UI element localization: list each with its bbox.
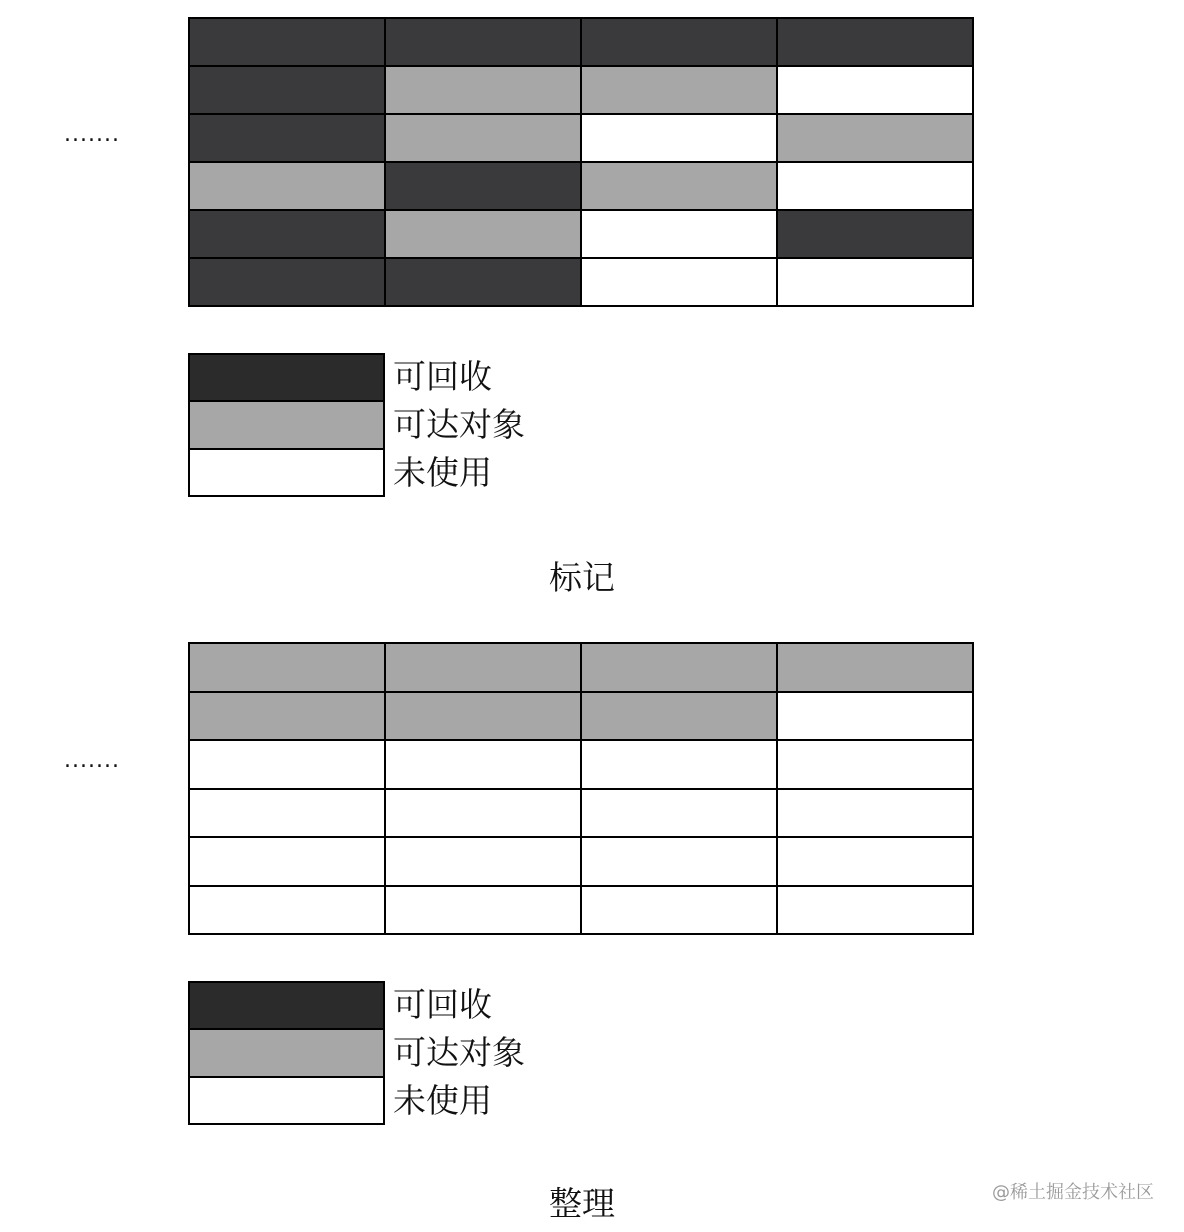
memory-cell-unused	[190, 790, 386, 839]
memory-cell-unused	[582, 741, 778, 790]
legend-item-reclaimable	[188, 981, 525, 1029]
memory-cell-reachable	[582, 644, 778, 693]
legend-item-reachable	[188, 401, 525, 449]
memory-cell-unused	[190, 741, 386, 790]
memory-cell-reachable	[582, 67, 778, 115]
caption-mark: 标记	[549, 558, 615, 597]
legend-item-reachable	[188, 1029, 525, 1077]
legend-item-reclaimable	[188, 353, 525, 401]
memory-cell-unused	[190, 887, 386, 936]
memory-cell-reachable	[386, 644, 582, 693]
memory-cell-unused	[386, 838, 582, 887]
legend-label: 可回收	[393, 357, 492, 396]
legend-swatch-unused	[188, 1077, 385, 1125]
ellipsis-compact: .......	[64, 748, 120, 773]
legend-swatch-reachable	[188, 1029, 385, 1077]
memory-cell-unused	[190, 838, 386, 887]
watermark: @稀土掘金技术社区	[992, 1182, 1154, 1203]
memory-cell-unused	[386, 790, 582, 839]
memory-cell-unused	[778, 693, 974, 742]
memory-cell-unused	[386, 741, 582, 790]
memory-cell-unused	[386, 887, 582, 936]
memory-grid-compact	[188, 642, 974, 935]
memory-cell-unused	[778, 163, 974, 211]
memory-cell-reachable	[778, 115, 974, 163]
memory-cell-reclaimable	[778, 19, 974, 67]
memory-cell-reclaimable	[190, 259, 386, 307]
memory-cell-reclaimable	[778, 211, 974, 259]
legend-label: 未使用	[393, 1081, 492, 1120]
memory-cell-unused	[582, 115, 778, 163]
legend-mark	[188, 353, 525, 497]
memory-grid-mark	[188, 17, 974, 307]
memory-cell-unused	[778, 887, 974, 936]
legend-swatch-reclaimable	[188, 981, 385, 1029]
memory-cell-unused	[582, 790, 778, 839]
memory-cell-reachable	[190, 693, 386, 742]
memory-cell-reachable	[582, 693, 778, 742]
memory-cell-reclaimable	[386, 259, 582, 307]
memory-cell-unused	[778, 838, 974, 887]
memory-cell-reclaimable	[190, 67, 386, 115]
legend-label: 未使用	[393, 453, 492, 492]
legend-label: 可达对象	[393, 405, 525, 444]
memory-cell-reachable	[386, 211, 582, 259]
legend-item-unused	[188, 449, 525, 497]
memory-cell-unused	[778, 741, 974, 790]
legend-swatch-reclaimable	[188, 353, 385, 401]
memory-cell-reclaimable	[190, 211, 386, 259]
legend-label: 可回收	[393, 985, 492, 1024]
ellipsis-mark: .......	[64, 122, 120, 147]
memory-cell-unused	[778, 790, 974, 839]
memory-cell-reclaimable	[582, 19, 778, 67]
memory-cell-reclaimable	[190, 115, 386, 163]
memory-cell-reachable	[778, 644, 974, 693]
memory-cell-reachable	[582, 163, 778, 211]
legend-label: 可达对象	[393, 1033, 525, 1072]
memory-cell-unused	[582, 259, 778, 307]
memory-cell-reachable	[190, 163, 386, 211]
memory-cell-reachable	[386, 67, 582, 115]
legend-compact	[188, 981, 525, 1125]
memory-cell-reclaimable	[190, 19, 386, 67]
memory-cell-unused	[582, 838, 778, 887]
legend-item-unused	[188, 1077, 525, 1125]
memory-cell-unused	[582, 211, 778, 259]
memory-cell-reclaimable	[386, 163, 582, 211]
memory-cell-unused	[778, 67, 974, 115]
memory-cell-reachable	[386, 693, 582, 742]
legend-swatch-unused	[188, 449, 385, 497]
memory-cell-reachable	[386, 115, 582, 163]
caption-compact: 整理	[549, 1184, 615, 1223]
memory-cell-reclaimable	[386, 19, 582, 67]
memory-cell-unused	[582, 887, 778, 936]
memory-cell-reachable	[190, 644, 386, 693]
memory-cell-unused	[778, 259, 974, 307]
legend-swatch-reachable	[188, 401, 385, 449]
